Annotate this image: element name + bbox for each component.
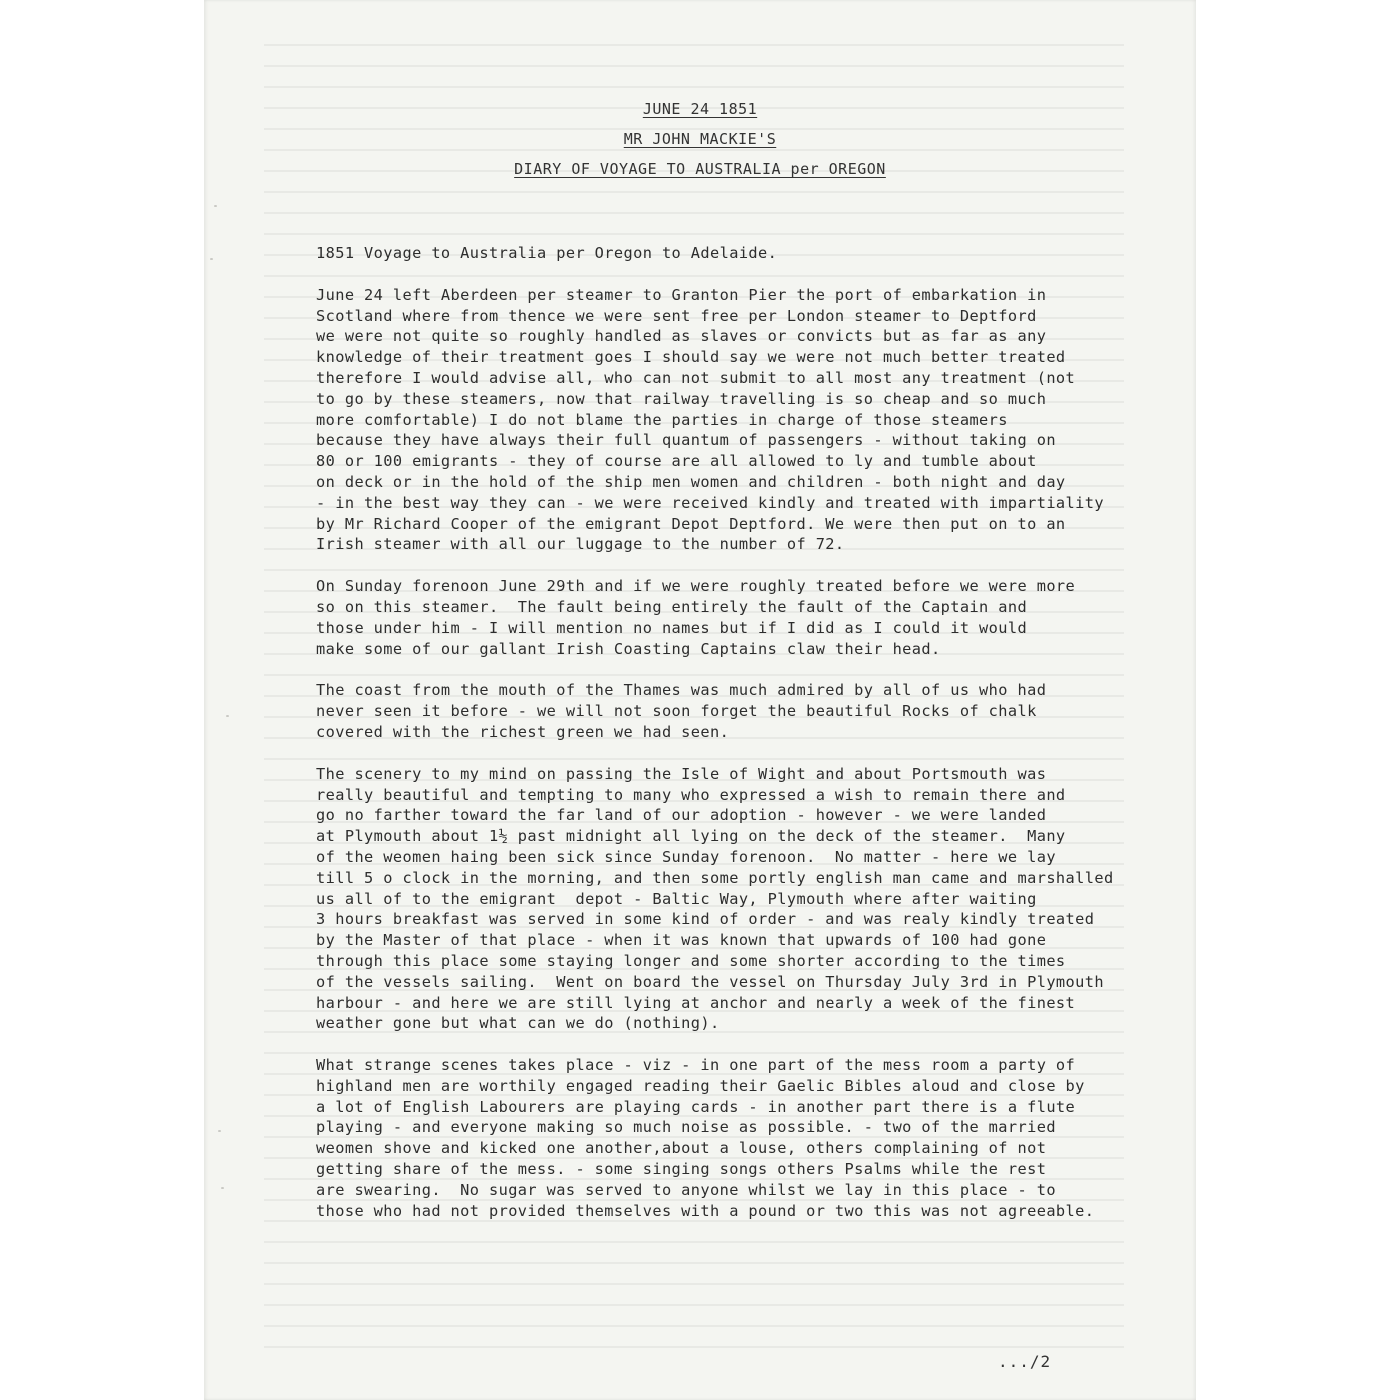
- heading-date: [204, 100, 1196, 118]
- diary-line: a lot of English Labourers are playing cards - in another part there is a flute: [316, 1097, 1076, 1116]
- diary-paragraph: [316, 680, 1176, 742]
- heading-author: [204, 130, 1196, 148]
- heading-title: [204, 160, 1196, 178]
- paper-speck: [210, 258, 213, 260]
- diary-line: on deck or in the hold of the ship men women and children - both night and day: [316, 472, 1066, 491]
- diary-line: playing - and everyone making so much noise as possible. - two of the married: [316, 1118, 1056, 1137]
- diary-line: we were not quite so roughly handled as slaves or convicts but as far as any: [316, 327, 1047, 346]
- diary-line: because they have always their full quantum of passengers - without taking on: [316, 431, 1056, 450]
- document-page: [204, 0, 1196, 1400]
- diary-line: 3 hours breakfast was served in some kind of order - and was realy kindly treated: [316, 910, 1095, 929]
- diary-line: make some of our gallant Irish Coasting Captains claw their head.: [316, 639, 941, 658]
- diary-line: knowledge of their treatment goes I should say we were not much better treated: [316, 348, 1066, 367]
- diary-line: getting share of the mess. - some singing songs others Psalms while the rest: [316, 1160, 1047, 1179]
- heading-date-text: JUNE 24 1851: [642, 100, 758, 118]
- scan-margin-right: [1196, 0, 1400, 1400]
- paper-speck: [226, 715, 229, 717]
- diary-line: more comfortable) I do not blame the parties in charge of those steamers: [316, 410, 1008, 429]
- heading-title-text: DIARY OF VOYAGE TO AUSTRALIA per OREGON: [514, 160, 886, 178]
- diary-line: highland men are worthily engaged reading their Gaelic Bibles aloud and close by: [316, 1076, 1085, 1095]
- diary-line: 80 or 100 emigrants - they of course are all allowed to ly and tumble about: [316, 452, 1037, 471]
- diary-line: On Sunday forenoon June 29th and if we were roughly treated before we were more: [316, 577, 1076, 596]
- diary-line: 1851 Voyage to Australia per Oregon to Adelaide.: [316, 244, 778, 262]
- diary-line: those who had not provided themselves with a pound or two this was not agreeable.: [316, 1201, 1095, 1220]
- diary-line: covered with the richest green we had seen.: [316, 722, 730, 741]
- diary-paragraph: [316, 243, 1176, 264]
- diary-paragraph: [316, 285, 1176, 555]
- diary-line: by Mr Richard Cooper of the emigrant Depot Deptford. We were then put on to an: [316, 514, 1066, 533]
- diary-line: of the vessels sailing. Went on board the vessel on Thursday July 3rd in Plymouth: [316, 972, 1104, 991]
- paper-speck: [214, 205, 217, 207]
- paper-speck: [221, 1187, 224, 1189]
- diary-line: by the Master of that place - when it was known that upwards of 100 had gone: [316, 931, 1047, 950]
- diary-line: The coast from the mouth of the Thames was much admired by all of us who had: [316, 681, 1047, 700]
- paper-speck: [218, 1130, 221, 1132]
- diary-line: till 5 o clock in the morning, and then some portly english man came and marshalled: [316, 868, 1114, 887]
- diary-line: really beautiful and tempting to many who expressed a wish to remain there and: [316, 785, 1066, 804]
- diary-line: through this place some staying longer and some shorter according to the times: [316, 951, 1066, 970]
- diary-body: [316, 243, 1176, 1221]
- diary-line: go no farther toward the far land of our adoption - however - we were landed: [316, 806, 1047, 825]
- diary-line: weather gone but what can we do (nothing).: [316, 1014, 720, 1033]
- diary-paragraph: [316, 576, 1176, 659]
- diary-paragraph: [316, 1055, 1176, 1221]
- diary-line: so on this steamer. The fault being entirely the fault of the Captain and: [316, 597, 1028, 616]
- diary-line: The scenery to my mind on passing the Isle of Wight and about Portsmouth was: [316, 764, 1047, 783]
- diary-line: never seen it before - we will not soon forget the beautiful Rocks of chalk: [316, 702, 1037, 721]
- diary-line: June 24 left Aberdeen per steamer to Granton Pier the port of embarkation in: [316, 285, 1047, 304]
- diary-line: at Plymouth about 1½ past midnight all lying on the deck of the steamer. Many: [316, 827, 1066, 846]
- diary-line: of the weomen haing been sick since Sunday forenoon. No matter - here we lay: [316, 847, 1056, 866]
- diary-line: What strange scenes takes place - viz - in one part of the mess room a party of: [316, 1056, 1076, 1075]
- diary-line: Scotland where from thence we were sent free per London steamer to Deptford: [316, 306, 1037, 325]
- heading-author-text: MR JOHN MACKIE'S: [623, 130, 777, 148]
- diary-line: Irish steamer with all our luggage to the number of 72.: [316, 535, 845, 554]
- diary-line: therefore I would advise all, who can not submit to all most any treatment (not: [316, 368, 1076, 387]
- diary-line: us all of to the emigrant depot - Baltic Way, Plymouth where after waiting: [316, 889, 1037, 908]
- diary-line: weomen shove and kicked one another,about a louse, others complaining of not: [316, 1139, 1047, 1158]
- diary-line: to go by these steamers, now that railway travelling is so cheap and so much: [316, 389, 1047, 408]
- diary-line: are swearing. No sugar was served to anyone whilst we lay in this place - to: [316, 1180, 1056, 1199]
- diary-line: those under him - I will mention no names but if I did as I could it would: [316, 618, 1028, 637]
- page-continuation: .../2: [998, 1352, 1052, 1371]
- diary-paragraph: [316, 764, 1176, 1034]
- diary-line: harbour - and here we are still lying at anchor and nearly a week of the finest: [316, 993, 1076, 1012]
- scan-margin-left: [0, 0, 204, 1400]
- diary-line: - in the best way they can - we were received kindly and treated with impartiality: [316, 493, 1104, 512]
